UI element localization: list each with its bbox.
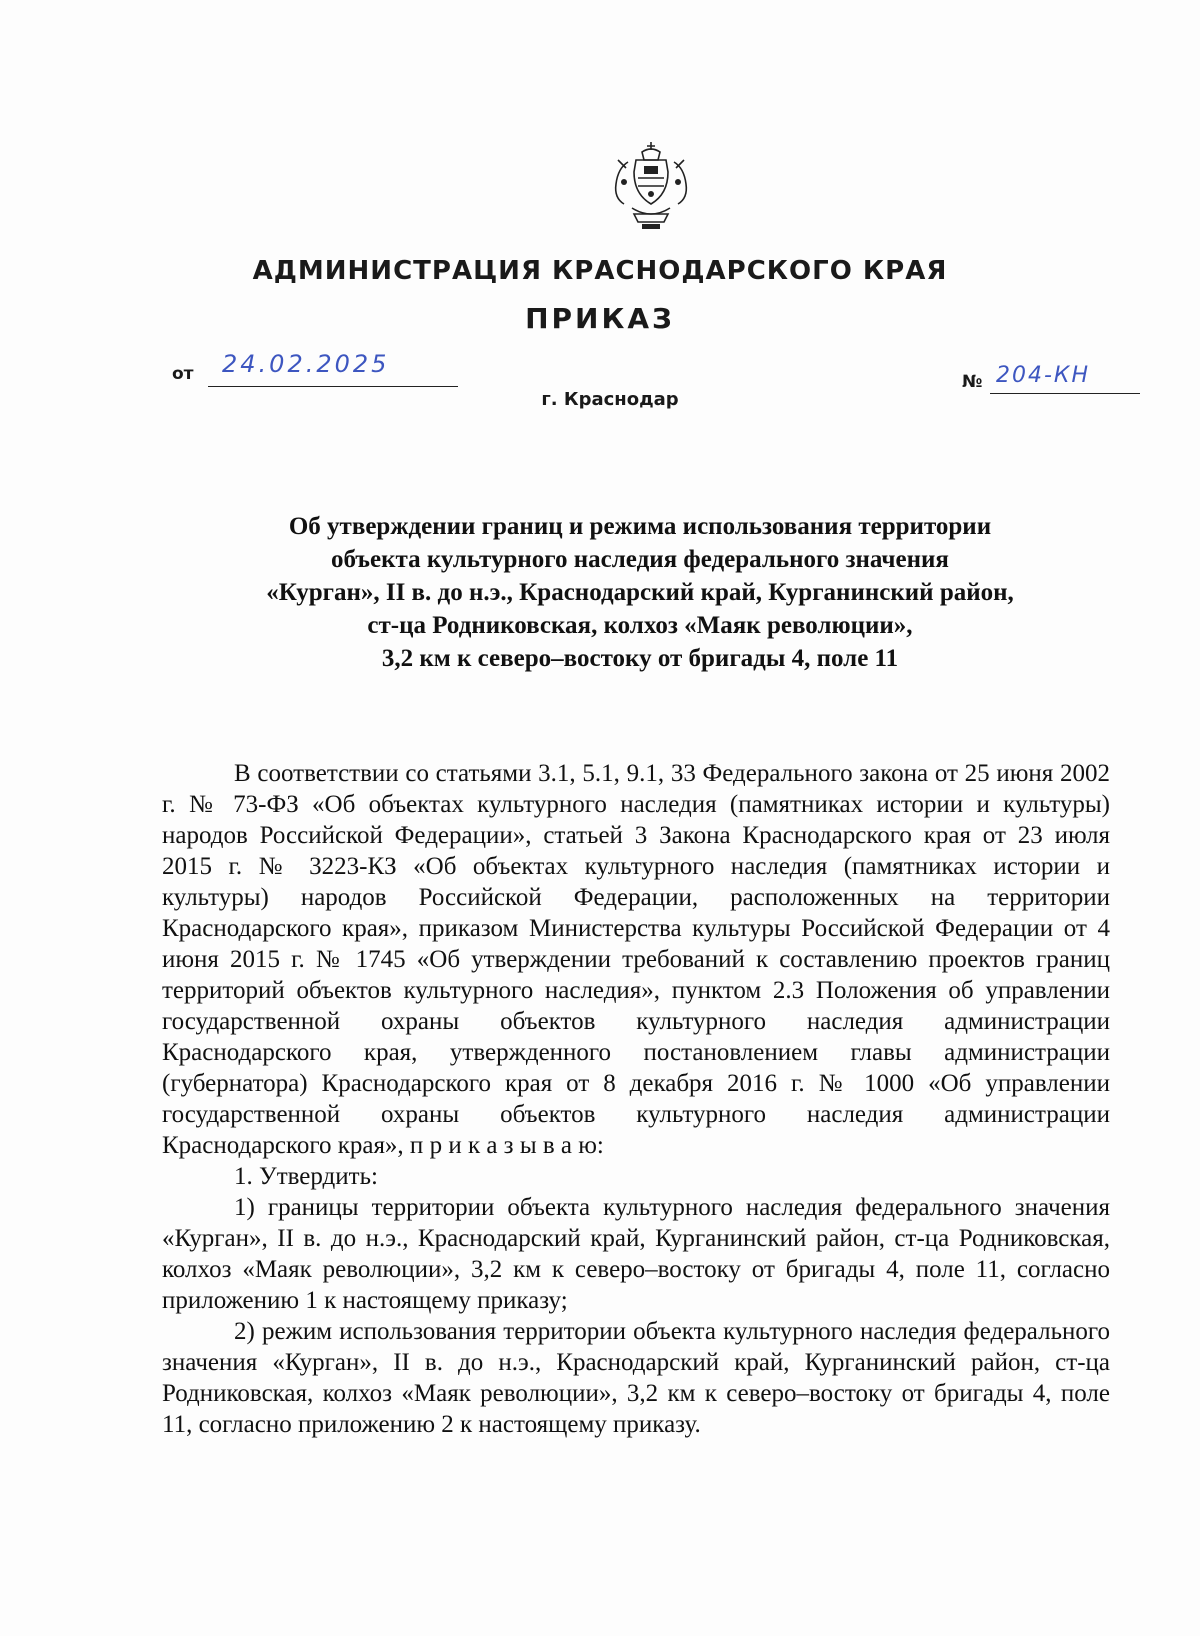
city: г. Краснодар [541,389,679,410]
date-underline [208,386,458,387]
number-underline [990,393,1140,394]
item-1-2: 2) режим использования территории объекта культурного наследия федерального значения «Курган», II в. до н.э., Краснодарский край, Курганинский район, ст-ца Родниковская, колхоз «Маяк революции», 3,2 км к северо–востоку от бригады 4, поле 11, согласно приложению 2 к настоящему приказу. [162,1318,1110,1438]
title-line: 3,2 км к северо–востоку от бригады 4, поле 11 [381,645,899,672]
item-1: 1. Утвердить: [234,1163,378,1190]
title-line: Об утверждении границ и режима использования территории [288,513,992,540]
handwritten-date: 24.02.2025 [222,350,390,378]
coat-of-arms-icon [608,138,694,232]
item-1-1: 1) границы территории объекта культурного наследия федерального значения «Курган», II в. до н.э., Краснодарский край, Курганинский район, ст-ца Родниковская, колхоз «Маяк революции», 3,2 км к северо–востоку от бригады 4, поле 11, согласно приложению 1 к настоящему приказу; [162,1194,1110,1314]
organization-name: АДМИНИСТРАЦИЯ КРАСНОДАРСКОГО КРАЯ [252,256,948,286]
document-type: ПРИКАЗ [525,302,675,335]
preamble-paragraph: В соответствии со статьями 3.1, 5.1, 9.1, 33 Федерального закона от 25 июня 2002 г. № 73-ФЗ «Об объектах культурного наследия (памятниках истории и культуры) народов Российской Федерации», статьей 3 Закона Краснодарского края от 23 июля 2015 г. № 3223-КЗ «Об объектах культурного наследия (памятниках истории и культуры) народов Российской Федерации, расположенных на территории Краснодарского края», приказом Министерства культуры Российской Федерации от 4 июня 2015 г. № 1745 «Об утверждении требований к составлению проектов границ территорий объектов культурного наследия», пунктом 2.3 Положения об управлении государственной охраны объектов культурного наследия администрации Краснодарского края, утвержденного постановлением главы администрации (губернатора) Краснодарского края от 8 декабря 2016 г. № 1000 «Об управлении государственной охраны объектов культурного наследия администрации Краснодарского края», п р и к а з ы в а ю: [162,760,1110,1159]
title-line: объекта культурного наследия федерального значения [331,546,949,573]
title-line: ст-ца Родниковская, колхоз «Маяк революции», [367,612,913,639]
number-prefix: № [962,372,983,392]
document-title [160,510,1120,675]
date-prefix: от [172,364,194,384]
handwritten-number: 204-КН [996,363,1091,388]
document-body [162,758,1110,1440]
title-line: «Курган», II в. до н.э., Краснодарский край, Курганинский район, [266,579,1014,606]
